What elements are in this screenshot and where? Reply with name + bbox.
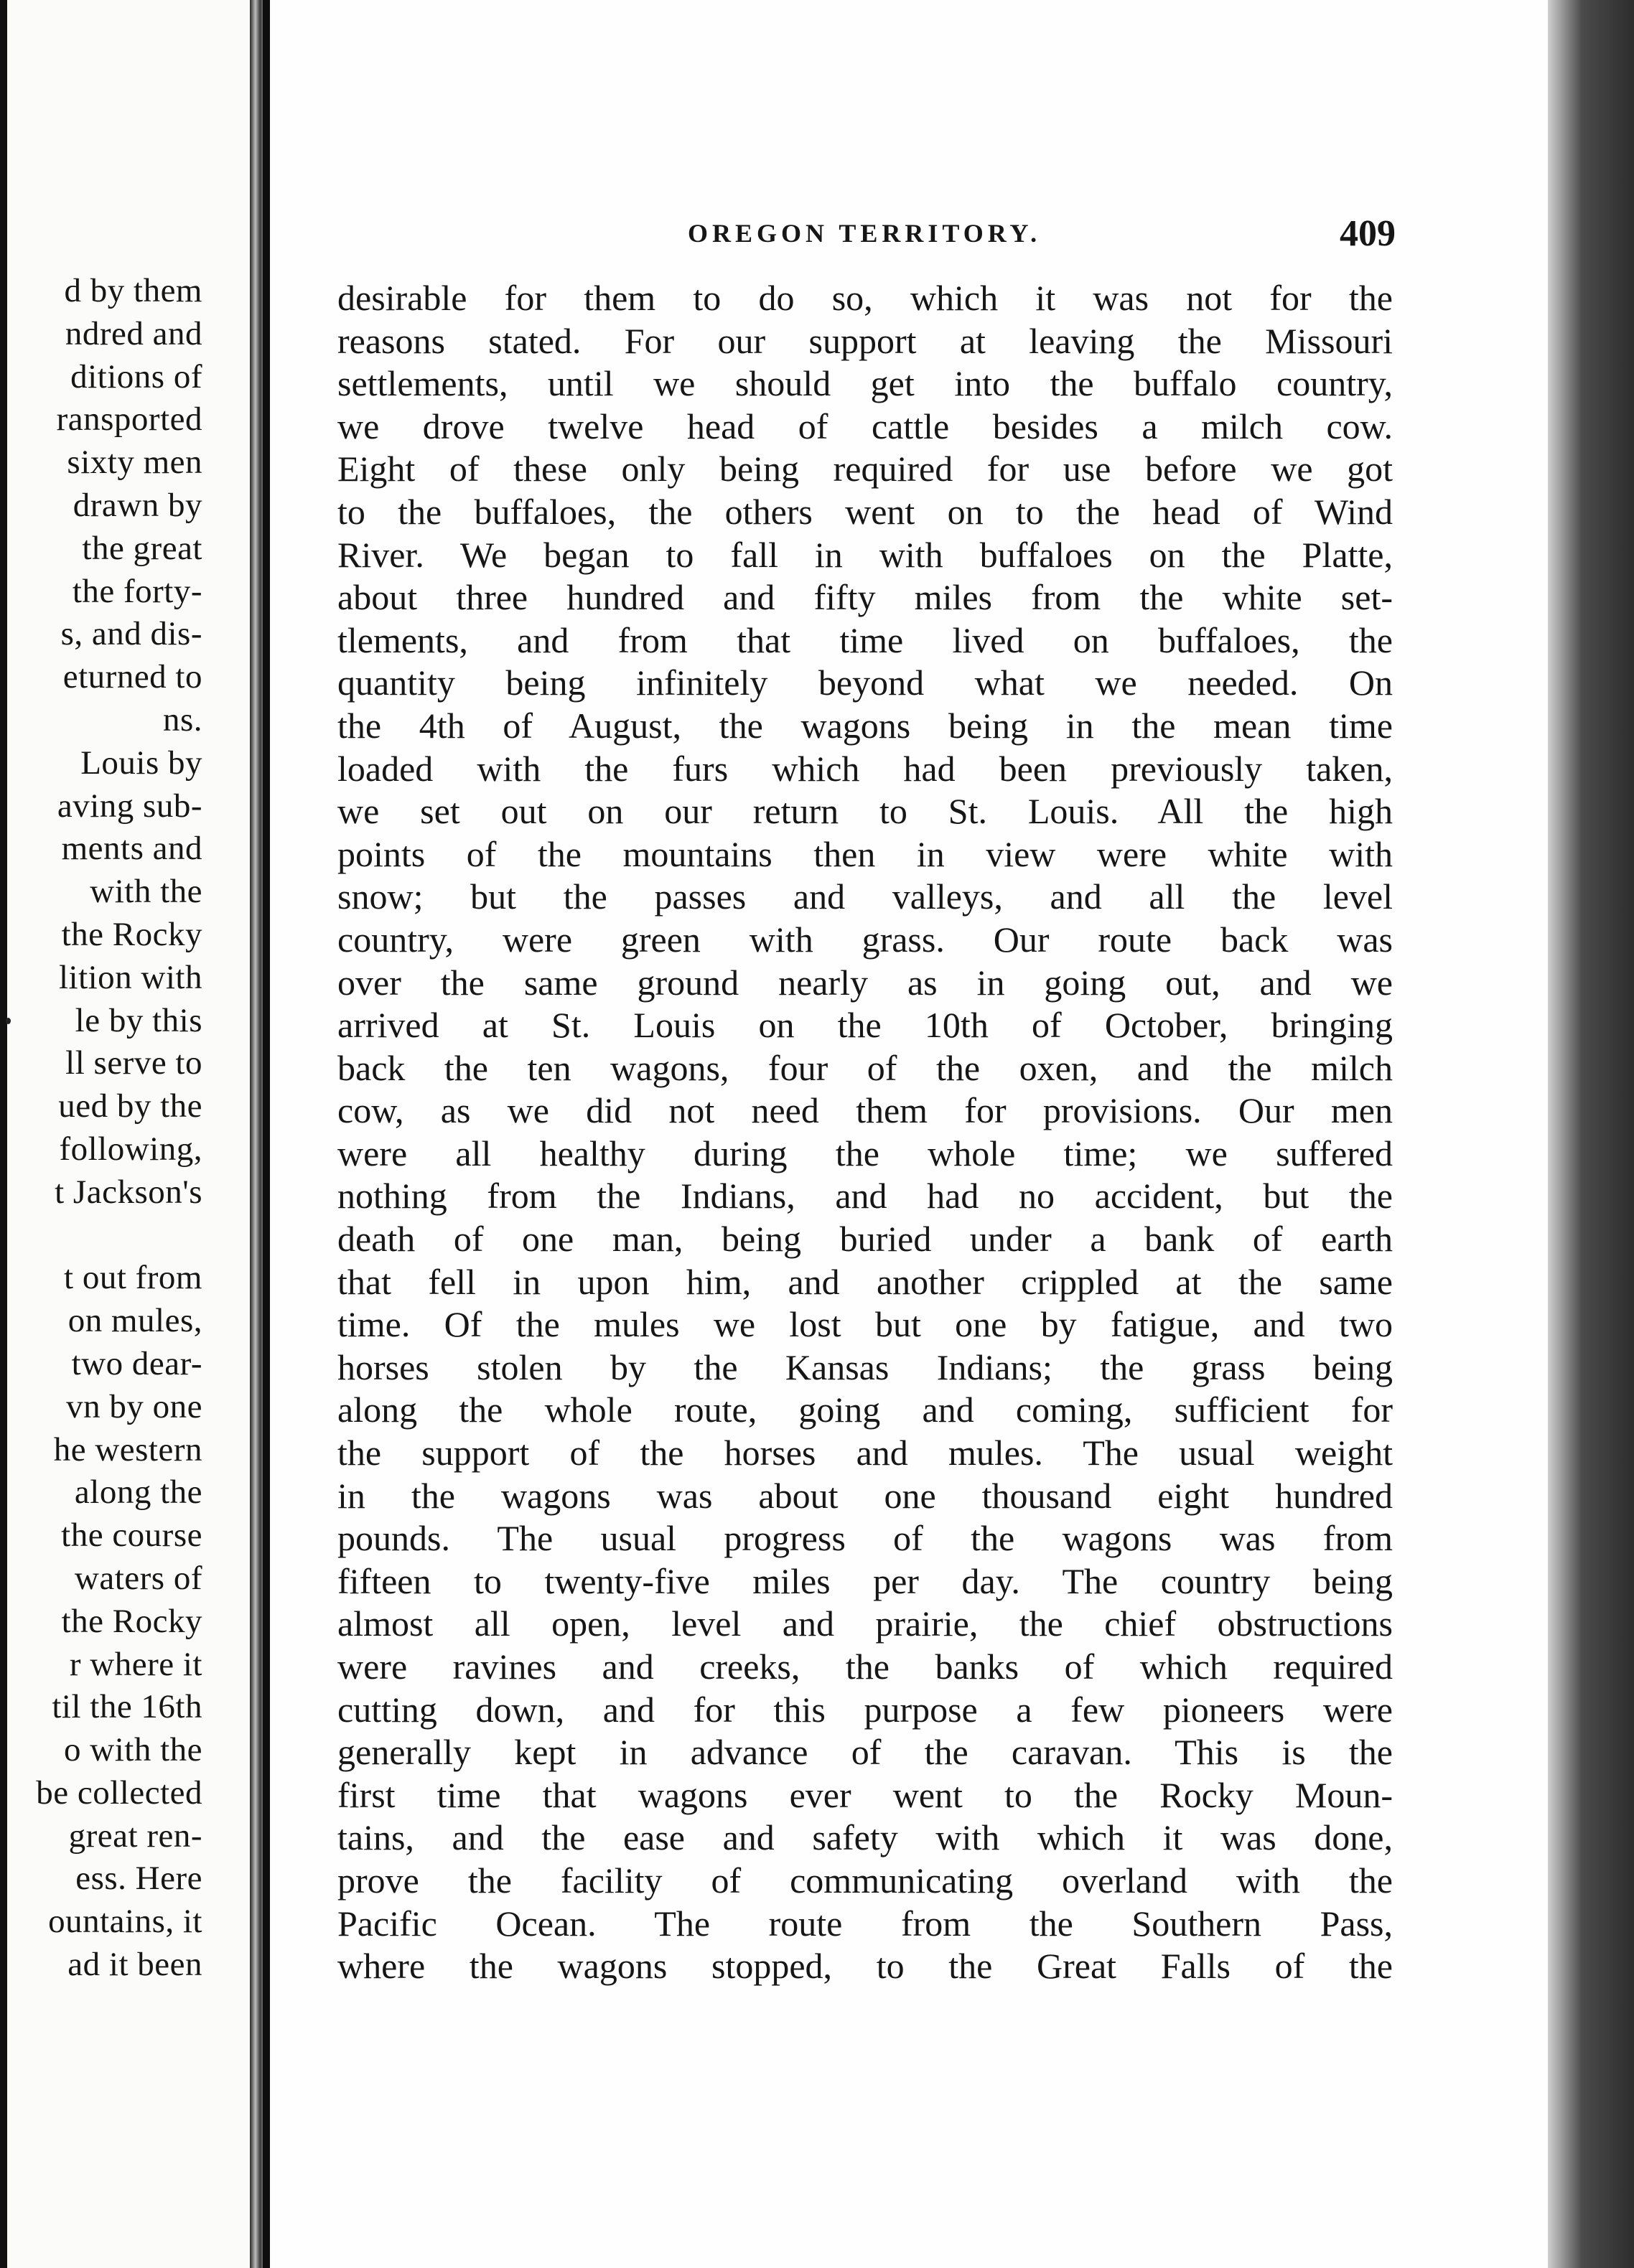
previous-page-line: til the 16th — [52, 1688, 202, 1726]
text-line: the 4th of August, the wagons being in the mean time — [337, 705, 1393, 746]
right-page-edge-shadow — [1548, 0, 1634, 2268]
text-line: fifteen to twenty-five miles per day. The country being — [337, 1560, 1393, 1601]
body-text — [337, 277, 1393, 1988]
text-line: were ravines and creeks, the banks of which required — [337, 1646, 1393, 1687]
previous-page-line: the Rocky — [61, 915, 202, 953]
text-line: points of the mountains then in view were white with — [337, 833, 1393, 874]
gutter-shadow — [263, 0, 270, 2268]
previous-page-fragment — [0, 0, 250, 2268]
text-line: cutting down, and for this purpose a few pioneers were — [337, 1689, 1393, 1730]
text-line: nothing from the Indians, and had no accident, but the — [337, 1176, 1393, 1217]
text-line: in the wagons was about one thousand eight hundred — [337, 1475, 1393, 1516]
previous-page-line: along the — [74, 1473, 202, 1512]
text-line: to the buffaloes, the others went on to the head of Wind — [337, 491, 1393, 532]
previous-page-line: drawn by — [73, 486, 202, 524]
previous-page-line: ditions of — [70, 357, 202, 395]
previous-page-line: ransported — [56, 400, 202, 439]
previous-page-line: be collected — [36, 1773, 202, 1812]
previous-page-line: o with the — [64, 1731, 202, 1769]
previous-page-line: lition with — [58, 958, 202, 996]
previous-page-line: ess. Here — [75, 1860, 202, 1898]
text-line: the support of the horses and mules. The usual weight — [337, 1433, 1393, 1473]
text-line: pounds. The usual progress of the wagons was from — [337, 1518, 1393, 1559]
text-line: settlements, until we should get into the buffalo country, — [337, 363, 1393, 404]
previous-page-line: ad it been — [67, 1946, 202, 1984]
previous-page-line: following, — [59, 1130, 202, 1168]
text-line: were all healthy during the whole time; we suffered — [337, 1133, 1393, 1173]
text-line: snow; but the passes and valleys, and all the level — [337, 876, 1393, 917]
text-line: generally kept in advance of the caravan. This is the — [337, 1732, 1393, 1773]
text-line: desirable for them to do so, which it was not for the — [337, 278, 1393, 318]
previous-page-line — [0, 1214, 202, 1257]
text-line: prove the facility of communicating overland with the — [337, 1860, 1393, 1901]
previous-page-line: t Jackson's — [55, 1173, 202, 1211]
text-line: almost all open, level and prairie, the chief obstructions — [337, 1603, 1393, 1644]
text-line: time. Of the mules we lost but one by fatigue, and two — [337, 1304, 1393, 1345]
text-line: reasons stated. For our support at leaving the Missouri — [337, 320, 1393, 361]
previous-page-line: le by this — [75, 1001, 202, 1039]
text-line: River. We began to fall in with buffaloes on the Platte, — [337, 534, 1393, 575]
text-line: tlements, and from that time lived on buffaloes, the — [337, 619, 1393, 660]
text-line: that fell in upon him, and another crippled at the same — [337, 1261, 1393, 1302]
previous-page-line: aving sub- — [57, 787, 202, 825]
previous-page-line: vn by one — [66, 1387, 202, 1425]
previous-page-line: t out from — [64, 1259, 202, 1297]
text-line: Eight of these only being required for use before we got — [337, 449, 1393, 489]
previous-page-line: sixty men — [67, 444, 202, 482]
previous-page-line: the Rocky — [61, 1602, 202, 1640]
text-line: over the same ground nearly as in going out, and we — [337, 962, 1393, 1003]
previous-page-line: s, and dis- — [60, 615, 202, 653]
text-line: arrived at St. Louis on the 10th of October, bringing — [337, 1005, 1393, 1046]
previous-page-line: with the — [90, 873, 202, 911]
text-line: where the wagons stopped, to the Great Falls of the — [337, 1946, 1393, 1987]
previous-page-text — [0, 270, 202, 1987]
previous-page-line: Louis by — [80, 744, 202, 782]
previous-page-line: ns. — [162, 700, 202, 739]
previous-page-line: ountains, it — [48, 1903, 202, 1941]
text-line: death of one man, being buried under a bank of earth — [337, 1219, 1393, 1260]
previous-page-line: eturned to — [62, 658, 202, 696]
previous-page-line: the forty- — [72, 572, 202, 610]
text-line: along the whole route, going and coming, sufficient for — [337, 1390, 1393, 1430]
scan-speck — [6, 1018, 11, 1024]
previous-page-line: he western — [53, 1430, 202, 1468]
text-line: quantity being infinitely beyond what we needed. On — [337, 662, 1393, 703]
previous-page-line: d by them — [64, 272, 202, 309]
running-head: OREGON TERRITORY. — [688, 219, 1042, 248]
text-line: back the ten wagons, four of the oxen, and the milch — [337, 1047, 1393, 1088]
text-line: we drove twelve head of cattle besides a milch cow. — [337, 406, 1393, 446]
previous-page-line: r where it — [69, 1645, 202, 1683]
text-line: loaded with the furs which had been previously taken, — [337, 748, 1393, 789]
page-number: 409 — [1340, 213, 1396, 254]
previous-page-line: two dear- — [71, 1344, 202, 1382]
previous-page-line: great ren- — [68, 1817, 202, 1855]
previous-page-line: waters of — [74, 1559, 202, 1597]
previous-page-line: the great — [82, 529, 202, 567]
text-line: we set out on our return to St. Louis. All the high — [337, 791, 1393, 832]
previous-page-line: ndred and — [65, 314, 202, 352]
text-line: about three hundred and fifty miles from the white set- — [337, 577, 1393, 618]
text-line: horses stolen by the Kansas Indians; the grass being — [337, 1346, 1393, 1387]
text-line: Pacific Ocean. The route from the Southern Pass, — [337, 1903, 1393, 1944]
text-line: cow, as we did not need them for provisions. Our men — [337, 1090, 1393, 1131]
text-line: first time that wagons ever went to the Rocky Moun- — [337, 1774, 1393, 1815]
previous-page-line: ments and — [61, 830, 202, 868]
previous-page-line: on mules, — [67, 1302, 202, 1340]
text-line: tains, and the ease and safety with which it was done, — [337, 1817, 1393, 1858]
text-line: country, were green with grass. Our route back was — [337, 919, 1393, 960]
previous-page-line: ll serve to — [65, 1044, 202, 1082]
previous-page-line: the course — [61, 1517, 202, 1555]
page-header — [688, 212, 1406, 256]
previous-page-line: ued by the — [58, 1087, 202, 1125]
